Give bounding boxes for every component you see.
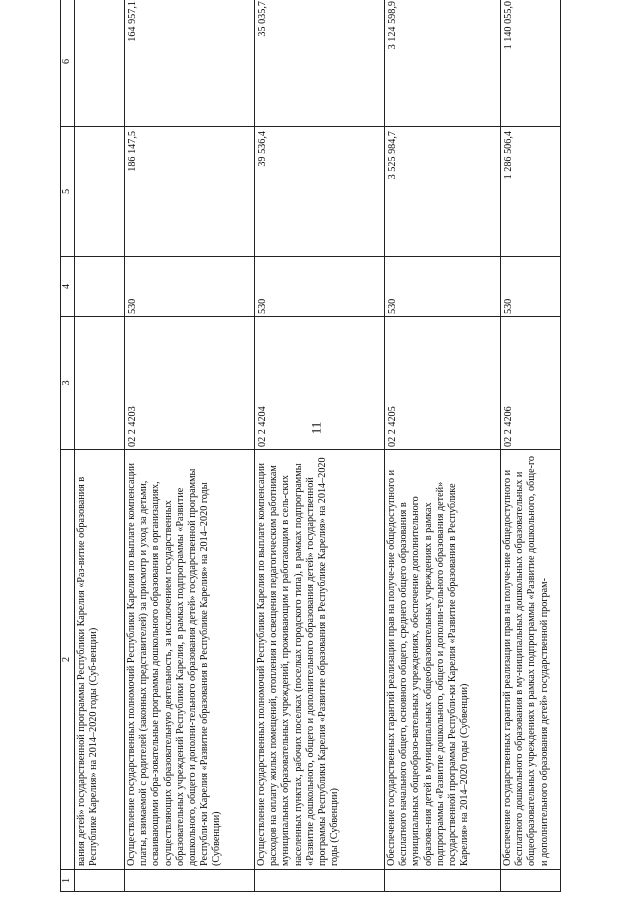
amount-col6-cell <box>75 0 125 127</box>
expense-type-cell: 530 <box>385 257 501 317</box>
description-cell: Обеспечение государственных гарантий реализации прав на получе-ние общедоступного и бесплатного дошкольного образования в му-ниципальных дошкольных образовательных и общеобразовательных учреждениях в рамках подпрограммы «Развитие дошкольного, обще-го и дополнительного образования детей» государственной програм- <box>501 450 561 870</box>
amount-col5-cell: 39 536,4 <box>255 127 385 257</box>
target-code-cell <box>75 317 125 450</box>
amount-col5-cell: 1 286 506,4 <box>501 127 561 257</box>
amount-col5-cell <box>75 127 125 257</box>
page-number: 11 <box>308 421 324 435</box>
header-col-1: 1 <box>61 870 75 892</box>
amount-col6-cell: 3 124 598,9 <box>385 0 501 127</box>
expense-type-cell: 530 <box>255 257 385 317</box>
target-code-cell: 02 2 4204 <box>255 317 385 450</box>
amount-col6-cell: 164 957,1 <box>125 0 255 127</box>
budget-table-container <box>60 0 555 892</box>
row-number-cell <box>125 870 255 892</box>
amount-col6-cell: 1 140 055,0 <box>501 0 561 127</box>
row-number-cell <box>75 870 125 892</box>
table-row <box>75 0 125 892</box>
expense-type-cell: 530 <box>501 257 561 317</box>
header-col-4: 4 <box>61 257 75 317</box>
amount-col5-cell: 186 147,5 <box>125 127 255 257</box>
table-row <box>385 0 501 892</box>
table-header-row <box>61 0 75 892</box>
description-cell: Осуществление государственных полномочий Республики Карелия по выплате компенсации платы, взимаемой с родителей (законных представителей) за присмотр и уход за детьми, осваивающими обра-зовательные программы дошкольного образования в организациях, осуществляющих образовательную деятельность, за исключением государственных образовательных учреждений Республики Карелия, в рамках подпрограммы «Развитие дошкольного, общего и дополни-тельного образования детей» государственной программы Республи-ки Карелия «Развитие образования в Республике Карелия» на 2014–2020 годы (Субвенции) <box>125 450 255 870</box>
target-code-cell: 02 2 4205 <box>385 317 501 450</box>
expense-type-cell: 530 <box>125 257 255 317</box>
table-row <box>125 0 255 892</box>
description-cell: Обеспечение государственных гарантий реализации прав на получе-ние общедоступного и бесплатного начального общего, основного общего, среднего общего образования в муниципальных общеобразо-вательных учреждениях, обеспечение дополнительного образова-ния детей в муниципальных общеобразовательных учреждениях в рамках подпрограммы «Развитие дошкольного, общего и дополни-тельного образования детей» государственной программы Республи-ки Карелия «Развитие образования в Республике Карелия» на 2014–2020 годы (Субвенции) <box>385 450 501 870</box>
header-col-3: 3 <box>61 317 75 450</box>
header-col-6: 6 <box>61 0 75 127</box>
description-cell: вания детей» государственной программы Республики Карелия «Раз-витие образования в Республике Карелия» на 2014–2020 годы (Суб-венции) <box>75 450 125 870</box>
target-code-cell: 02 2 4203 <box>125 317 255 450</box>
budget-table <box>60 0 561 892</box>
table-row <box>255 0 385 892</box>
target-code-cell: 02 2 4206 <box>501 317 561 450</box>
row-number-cell <box>385 870 501 892</box>
expense-type-cell <box>75 257 125 317</box>
description-cell: Осуществление государственных полномочий Республики Карелия по выплате компенсации расходов на оплату жилых помещений, отопления и освещения педагогическим работникам муниципальных образовательных учреждений, проживающим и работающим в сель-ских населенных пунктах, рабочих поселках (поселках городского типа), в рамках подпрограммы «Развитие дошкольного, общего и дополнительного образования детей» государственной программы Республики Карелия «Развитие образования в Республике Карелия» на 2014–2020 годы (Субвенции) <box>255 450 385 870</box>
row-number-cell <box>501 870 561 892</box>
amount-col5-cell: 3 525 984,7 <box>385 127 501 257</box>
header-col-5: 5 <box>61 127 75 257</box>
row-number-cell <box>255 870 385 892</box>
amount-col6-cell: 35 035,7 <box>255 0 385 127</box>
header-col-2: 2 <box>61 450 75 870</box>
table-row <box>501 0 561 892</box>
